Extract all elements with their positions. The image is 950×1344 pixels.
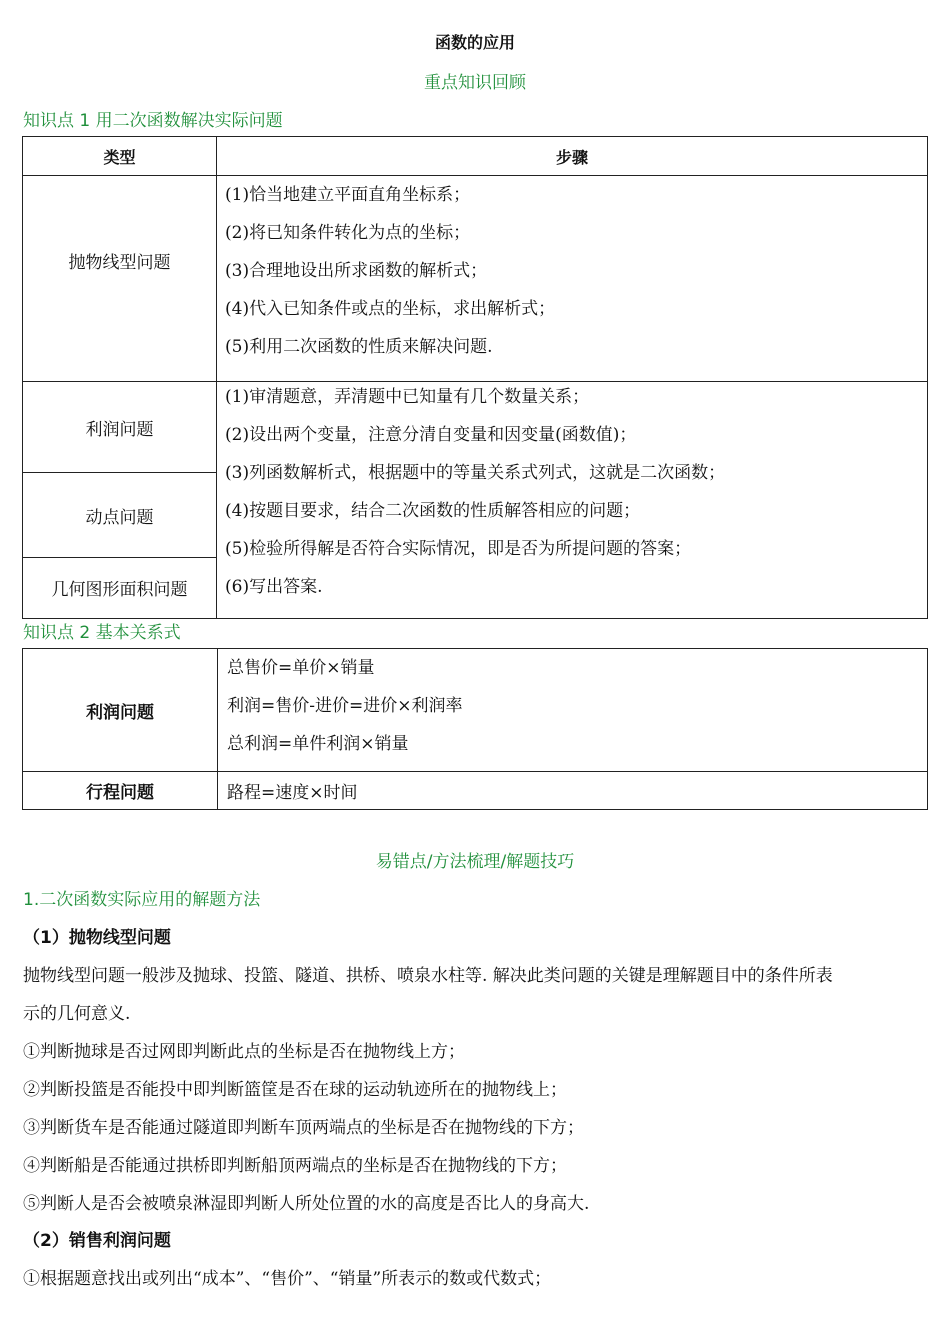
- step-item: (6)写出答案.: [225, 577, 323, 597]
- type-cell: 几何图形面积问题: [23, 557, 217, 618]
- table-row: [23, 649, 928, 772]
- step-item: (1)恰当地建立平面直角坐标系；: [225, 185, 471, 205]
- relation-label: 行程问题: [23, 772, 218, 810]
- step-item: (5)利用二次函数的性质来解决问题.: [225, 337, 493, 357]
- table-row: [23, 382, 928, 473]
- section-heading-key-knowledge: 重点知识回顾: [424, 73, 526, 93]
- paragraph-line: 示的几何意义.: [23, 1004, 131, 1024]
- formula-line: 利润=售价-进价=进价×利润率: [227, 696, 463, 716]
- list-item: ⑤判断人是否会被喷泉淋湿即判断人所处位置的水的高度是否比人的身高大.: [23, 1194, 590, 1214]
- formula-line: 总利润=单件利润×销量: [227, 734, 409, 754]
- section-heading-tips: 易错点/方法梳理/解题技巧: [375, 852, 575, 872]
- step-item: (3)合理地设出所求函数的解析式；: [225, 261, 488, 281]
- relation-label: 利润问题: [23, 649, 218, 772]
- step-item: (4)代入已知条件或点的坐标，求出解析式；: [225, 299, 556, 319]
- type-cell: 利润问题: [23, 382, 217, 473]
- paragraph-line: 抛物线型问题一般涉及抛球、投篮、隧道、拱桥、喷泉水柱等. 解决此类问题的关键是理解题目中的条件所表: [23, 966, 833, 986]
- formula-line: 总售价=单价×销量: [227, 658, 375, 678]
- table-row: [23, 772, 928, 810]
- formula-line: 路程=速度×时间: [227, 783, 358, 803]
- relation-formulas: [218, 649, 928, 772]
- relation-formulas: [218, 772, 928, 810]
- knowledge-point-1-heading: 知识点 1 用二次函数解决实际问题: [23, 111, 283, 131]
- step-item: (1)审清题意，弄清题中已知量有几个数量关系；: [225, 387, 590, 407]
- list-item: ①根据题意找出或列出“成本”、“售价”、“销量”所表示的数或代数式；: [23, 1269, 552, 1289]
- list-item: ①判断抛球是否过网即判断此点的坐标是否在抛物线上方；: [23, 1042, 465, 1062]
- type-cell: 抛物线型问题: [23, 176, 217, 382]
- list-item: ②判断投篮是否能投中即判断篮筐是否在球的运动轨迹所在的抛物线上；: [23, 1080, 567, 1100]
- step-item: (4)按题目要求，结合二次函数的性质解答相应的问题；: [225, 501, 641, 521]
- subheading-profit: （2）销售利润问题: [23, 1231, 171, 1251]
- page-title: 函数的应用: [434, 33, 515, 52]
- table-row: [23, 176, 928, 382]
- step-item: (5)检验所得解是否符合实际情况，即是否为所提问题的答案；: [225, 539, 692, 559]
- steps-table: [22, 136, 928, 619]
- subheading-parabola: （1）抛物线型问题: [23, 928, 171, 948]
- step-item: (2)设出两个变量，注意分清自变量和因变量(函数值)；: [225, 425, 637, 445]
- step-item: (2)将已知条件转化为点的坐标；: [225, 223, 471, 243]
- knowledge-point-2-heading: 知识点 2 基本关系式: [23, 623, 181, 643]
- table-header-row: [23, 137, 928, 176]
- type-cell: 动点问题: [23, 473, 217, 557]
- steps-cell: [217, 382, 928, 619]
- header-steps: 步骤: [217, 137, 928, 176]
- step-item: (3)列函数解析式，根据题中的等量关系式列式，这就是二次函数；: [225, 463, 726, 483]
- list-item: ④判断船是否能通过拱桥即判断船顶两端点的坐标是否在抛物线的下方；: [23, 1156, 567, 1176]
- header-type: 类型: [23, 137, 217, 176]
- list-item: ③判断货车是否能通过隧道即判断车顶两端点的坐标是否在抛物线的下方；: [23, 1118, 584, 1138]
- steps-cell: [217, 176, 928, 382]
- method-heading: 1.二次函数实际应用的解题方法: [23, 890, 261, 910]
- relations-table: [22, 648, 928, 810]
